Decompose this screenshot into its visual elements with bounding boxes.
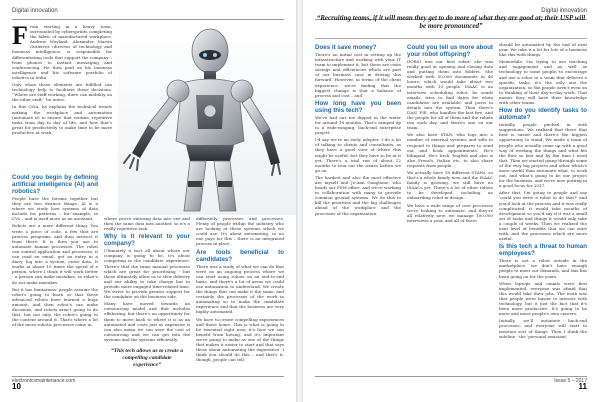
question-heading: Does it save money? bbox=[315, 44, 377, 51]
question-heading: Are tools beneficial to candidates? bbox=[196, 248, 284, 263]
issue-label: Issue 5 – 2017 bbox=[554, 378, 587, 384]
spread-gutter bbox=[296, 0, 303, 402]
paragraph: differently processes and processes. Plenty of people within the industry who are looking at these systems which we could use. It's about automating, so no one pays for this – there is an integrated process in place. bbox=[196, 216, 284, 247]
paragraph: DORSI was our first robot: she was really good at opening and closing data and putting them into folders. She worked with 50,000 documents in 48 hours, which would take about two months with 10 people. ISAAC is an interview scheduling robot, he sends emails, tries to find dates for when candidates are available, and posts to details into the system. Then there's DAN, PIE, who handles the last five, and the people for all of them and the robots run each day, and there's one on our team. bbox=[407, 59, 493, 131]
paragraph: Initially, we'll automate back-end processes, and everyone will start to mention sort of things. Then I think the sideline - the 'personal assistant' bbox=[499, 318, 587, 339]
right-column-3 bbox=[499, 42, 587, 374]
paragraph: We actually have 18 different STANs, so that's a whole family now, and the ISAAC family is growing, we still have no ISAACs yet. There's a lot of other robots to be developed, including an onboarding robot in design. bbox=[407, 169, 493, 201]
paragraph: When laptops and emails were first implemented, everyone was afraid that this would take their jobs. The truth was that people were busier to interact with technology, but it just the fact that it's been more productive. It's going to be more and more people's own careers. bbox=[499, 280, 587, 317]
page-footer bbox=[12, 376, 284, 396]
paragraph: We have to create compelling experiences and those hours. This is what is going to be essential right now, it's how we can benefit from having, and it's important we're going to make as one of the things that makes it easier to start and that says these about automating the experience. I think you should do this – and that's it, though, people can tell. bbox=[196, 316, 284, 363]
intro-column bbox=[12, 24, 112, 172]
paragraph: In this Q&A, he explains the technical trends making the workplace and automation (automate it) to ensure that routine, repetitive tasks from day to day of life, and how that's great for productivity to make time to be more productive at work. bbox=[12, 104, 112, 135]
paragraph: But it has limitations: people assume the robot's going to learn or that these advanced robots have learned a huge amount, and then robot's can make decisions, and robots aren't going to do that, but not only, the robot's going to the content around it. That's where a lot of the more robotic processes come in. bbox=[12, 286, 98, 328]
question-heading: Could you tell us more about your robot offspring? bbox=[407, 44, 493, 58]
paragraph: There is not a robot outside in the marketplace, we don't have enough people to meet our demands, and this has been going on for the years. bbox=[499, 258, 587, 279]
left-column-1 bbox=[12, 172, 98, 374]
paragraph: Only when these elements are fulfilled can technology help to facilitate these decisions. “Where are staff working, there can mobility on the other staff,” he notes. bbox=[12, 82, 112, 103]
paragraph: I'd say we're an early adopter. I do a lot of talking to clients and consultants, as they have a good view of where this might be useful, but they have to be at it yet. There's a trial run of about 12 months to iron out the issues before we go on. bbox=[315, 137, 401, 173]
section-title: Digital innovation bbox=[541, 8, 587, 14]
paragraph: Ultimately it isn't all about where our company is going to be, it's about competing in the candidate experience. There's that the same manual processes which are great for prioritising - but those ultimately allow us to slow delivery and our ability to take charge but to provide more engaged time-related time. We strive to provide greater support for the candidate on the business side. bbox=[104, 248, 190, 300]
question-heading: Could you begin by defining artificial intelligence (AI) and robotics? bbox=[12, 174, 98, 195]
paragraph: There's an initial cost in setting up the infrastructure and working with your IT team to implement it, but there are costs savings and efficiencies which are part of our business case in driving this forward. However, in terms of the client experience, we're finding that the biggest change is that a balance of process and cost – and. bbox=[315, 52, 401, 98]
drop-cap: F bbox=[12, 24, 28, 50]
page-header bbox=[12, 8, 284, 20]
page-number: 10 bbox=[12, 382, 21, 391]
page-number: 11 bbox=[578, 382, 587, 391]
question-heading: Is this tech a threat to human employees? bbox=[499, 243, 587, 258]
paragraph: Robots are a more different thing. You write a piece of code, a few that are process programs, and then instruct it from there. It is then you use to automate human processes. The robot can control application and processes; it can read an email, get an entry in a diary, log into a system, enter data. It works at about 10 times the speed of a person, where I think it will work better - a person can make mistakes, so robot's do not make mistakes. bbox=[12, 223, 98, 285]
left-page bbox=[0, 0, 296, 402]
left-column-2 bbox=[104, 216, 190, 374]
paragraph: There was a study of what we can do that were on an ongoing process where we can start using robots on an end-to-end basis, and there's a lot of areas we could use automation to understand. We create the things that can make it the same, and certainly the processes of the work in automating so to make the candidate experience and that the business are very highly automated. bbox=[196, 263, 284, 315]
footer-url: electronicsmaintenance.com bbox=[12, 378, 76, 384]
divider bbox=[315, 38, 587, 39]
paragraph: The hardest and also the most effective are myself and Jo-Ann Guaglione, who heads our FSM office, and we're working in collaboration with many to provide common ground systems. We do this to kill the priorities and the big challenges ahead of the workplace and the processes of the organization. bbox=[315, 174, 401, 216]
question-heading: Why is it relevant to your company? bbox=[104, 233, 190, 248]
intro-text: rom starting in a heavy town, surrounded by cybersprints completing the fabric of manufactured workplace, Andrew Weyland, Alexander Martin Gutiérrez (director of technology and business intelligence, is responsible for differentiating tools that support the company – from phones to instant messaging and conferencing. He then paid on his business intelligence and his software portfolio of robotics in India. bbox=[12, 24, 112, 80]
footer-rule bbox=[12, 376, 284, 377]
right-column-1 bbox=[315, 42, 401, 374]
paragraph: We have a wide range of core processes we're looking to automate, and they're all relatively new: we manage 100,000 interviews a year, and all of those bbox=[407, 202, 493, 223]
right-page bbox=[303, 0, 599, 402]
header-rule bbox=[12, 19, 284, 20]
question-heading: How long have you been using this tech? bbox=[315, 99, 401, 114]
pull-quote: “This tech allows us to create a compelling candidate experience” bbox=[110, 347, 184, 368]
robot-illustration bbox=[118, 21, 296, 215]
question-heading: How do you identify tasks to automate? bbox=[499, 107, 587, 122]
paragraph: Initially, people pitched in with suggestions. We realized that there that best is easier and there's the biggest opportunity to stand. We made a team of people who actually come up with a good way of working the things and what fits the flow so fast and by the time I need that. Then we started going through some of the very big projects and other which's more useful than automate what, to work out, and what's going to be our project for the business, and we're now putting in a good focus for 2017. bbox=[499, 122, 587, 189]
page-footer bbox=[315, 376, 587, 396]
paragraph: Meanwhile, I'm trying to use teaching and engagement and as well as technology to some people, to encourage and use a robot to a team that delivers a specific tasks, it's the only one the organization, so the people aren't even on to thinking of their day-to-day work. That means they will have their knowledge with other teams. bbox=[499, 59, 587, 106]
paragraph: After that, I'm going to people and say 'could you write a robot to do that?' and you'd look at the process and it was really complicated, it would take months of development so you'd say if it was a small set of tasks and things it would only take a couple of weeks. Then we realized the next level of benefits that we can start with, and the processes which are more useful. bbox=[499, 190, 587, 242]
paragraph: People have the forums together but they are two distinct things. AI is a where we study how systems of data include for patterns – for example, in CVs – and is used more as an assistant. bbox=[12, 196, 98, 222]
section-title: Digital innovation bbox=[12, 8, 58, 14]
paragraph: We've had our toe dipped in the water for around 18 months. That's ramped up to a wide-ranging, back-end enterprise project. bbox=[315, 114, 401, 136]
pull-quote: “Recruiting teams, if it will mean they get to do more of what they are good at; their USP will be more pronounced” bbox=[316, 14, 586, 30]
right-column-2 bbox=[407, 42, 493, 374]
paragraph: Many have moved towards an outsourcing model and that includes offshoring, but there's an opportunity for them to move back to where it is as an automated and costs just as expensive it can also mean we can save the cost of outsourcing and we can get into the systems and the systems efficiently. bbox=[104, 301, 190, 342]
left-column-3 bbox=[196, 216, 284, 374]
footer-rule bbox=[315, 376, 587, 377]
paragraph: where you're entering data into one and then the same data into another, so it's a really repetitive task. bbox=[104, 216, 190, 232]
paragraph: We also have STAN, who logs into a number of external systems and sifts to respond to things and prepares to send out and book appointments. He's bilingual. He's Irish, English and also is also French, Italian etc, to also share requests from people. bbox=[407, 132, 493, 168]
paragraph: should be automated by the end of next year. We take it a lot for lots of a business like this with things. bbox=[499, 42, 587, 58]
